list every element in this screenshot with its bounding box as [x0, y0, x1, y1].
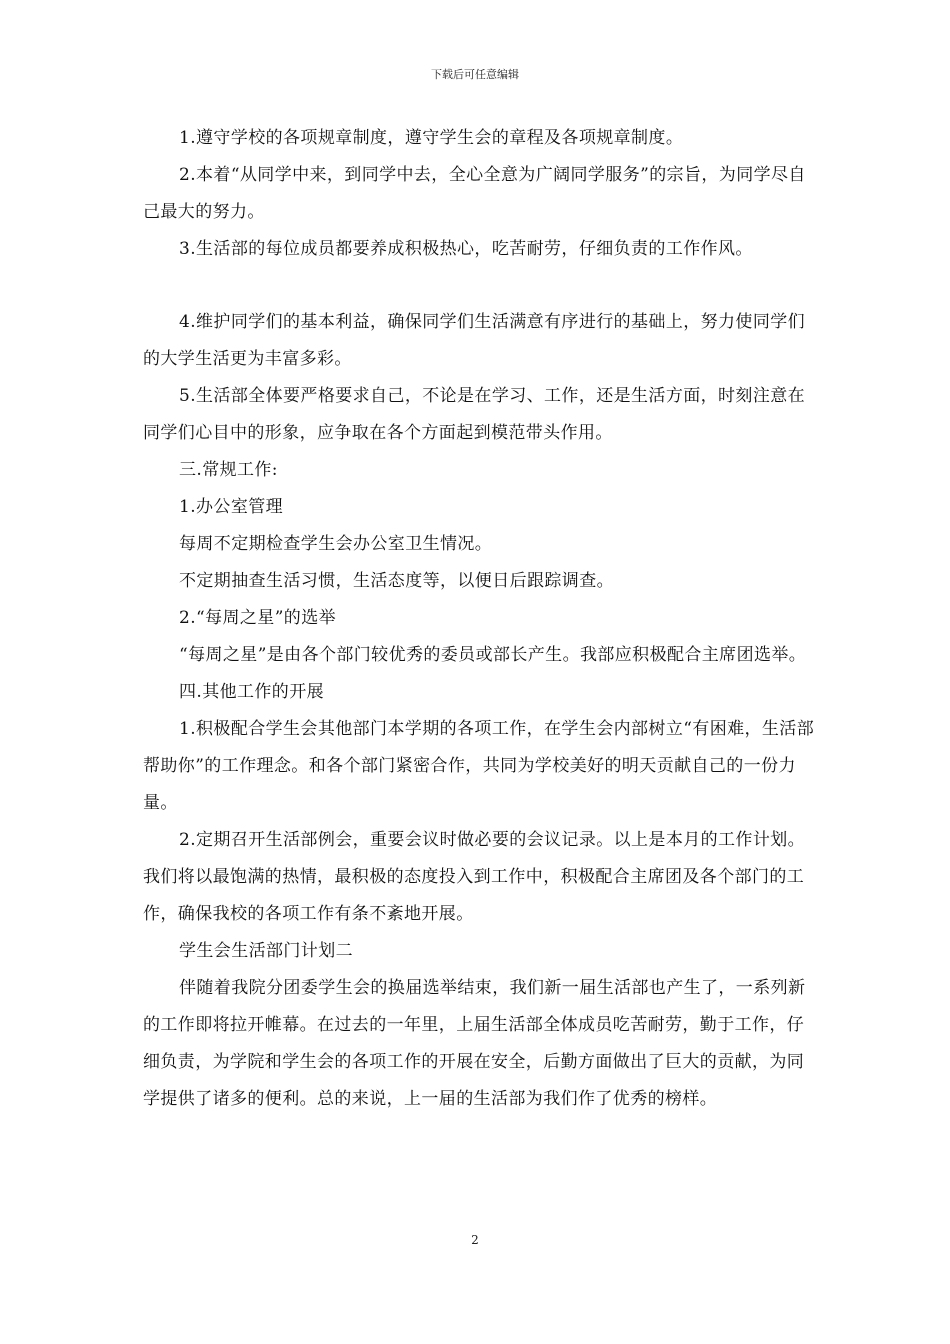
paragraph-other-work-2: 2.定期召开生活部例会，重要会议时做必要的会议记录。以上是本月的工作计划。我们将以最饱满的热情，最积极的态度投入到工作中，积极配合主席团及各个部门的工作，确保我校的各项工作有条不紊地开展。 [143, 830, 806, 924]
subheading-office-management: 1.办公室管理 [179, 497, 284, 517]
paragraph-rule-3: 3.生活部的每位成员都要养成积极热心，吃苦耐劳，仔细负责的工作作风。 [179, 239, 753, 259]
paragraph-rule-4: 4.维护同学们的基本利益，确保同学们生活满意有序进行的基础上，努力使同学们的大学生活更为丰富多彩。 [143, 312, 806, 369]
paragraph-plan-two-intro: 伴随着我院分团委学生会的换届选举结束，我们新一届生活部也产生了，一系列新的工作即将拉开帷幕。在过去的一年里，上届生活部全体成员吃苦耐劳，勤于工作，仔细负责，为学院和学生会的各项工作的开展在安全，后勤方面做出了巨大的贡献，为同学提供了诸多的便利。总的来说，上一届的生活部为我们作了优秀的榜样。 [143, 978, 806, 1109]
paragraph-random-check: 不定期抽查生活习惯，生活态度等，以便日后跟踪调查。 [179, 571, 614, 591]
document-body [143, 120, 815, 1118]
section-heading-other-work: 四.其他工作的开展 [179, 682, 325, 702]
paragraph-rule-5: 5.生活部全体要严格要求自己，不论是在学习、工作，还是生活方面，时刻注意在同学们心目中的形象，应争取在各个方面起到模范带头作用。 [143, 386, 806, 443]
page-header-note: 下载后可任意编辑 [431, 68, 519, 81]
section-heading-routine-work: 三.常规工作: [179, 460, 278, 480]
paragraph-weekly-check: 每周不定期检查学生会办公室卫生情况。 [179, 534, 493, 554]
paragraph-weekly-star: “每周之星”是由各个部门较优秀的委员或部长产生。我部应积极配合主席团选举。 [179, 645, 807, 665]
subheading-weekly-star: 2.“每周之星”的选举 [179, 608, 337, 628]
paragraph-other-work-1: 1.积极配合学生会其他部门本学期的各项工作，在学生会内部树立“有困难，生活部帮助你”的工作理念。和各个部门紧密合作，共同为学校美好的明天贡献自己的一份力量。 [143, 719, 815, 813]
page-number: 2 [471, 1233, 479, 1247]
paragraph-rule-1: 1.遵守学校的各项规章制度，遵守学生会的章程及各项规章制度。 [179, 128, 684, 148]
paragraph-rule-2: 2.本着“从同学中来，到同学中去，全心全意为广阔同学服务”的宗旨，为同学尽自己最大的努力。 [143, 165, 806, 222]
section-heading-plan-two: 学生会生活部门计划二 [179, 941, 353, 961]
